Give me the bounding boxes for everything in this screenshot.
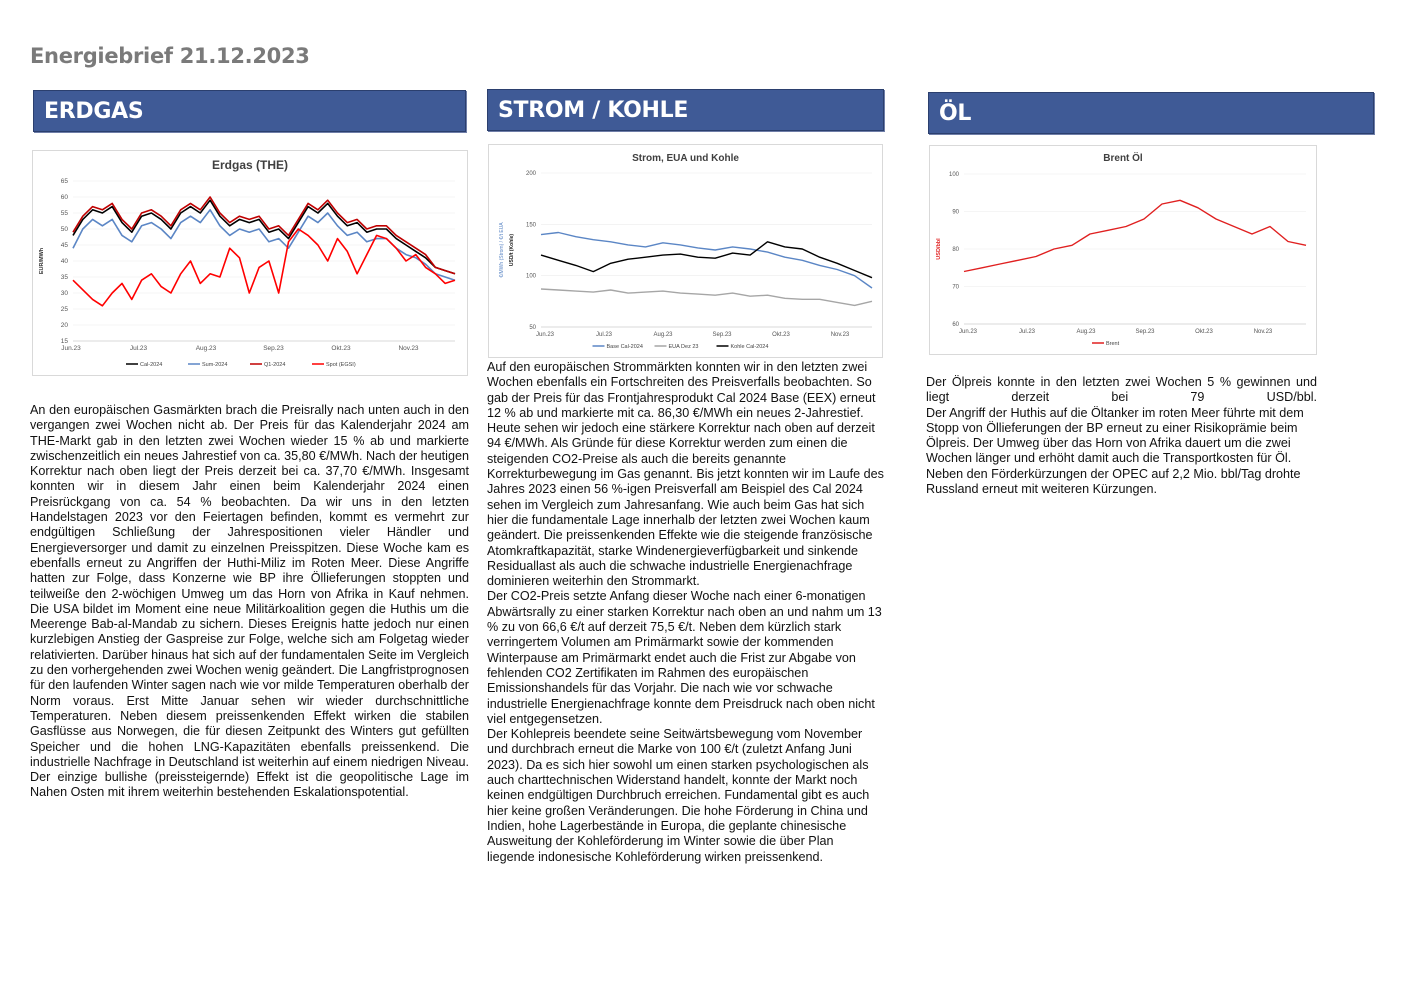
power-text (487, 360, 884, 865)
series-line-1 (541, 289, 872, 305)
y-tick-label: 70 (952, 284, 959, 291)
legend-label: Base Cal-2024 (606, 344, 643, 350)
oil-paragraph-huthi: Der Angriff der Huthis auf die Öltanker im roten Meer führte mit dem Stopp von Öllieferungen der BP erneut zu einer Risikoprämie beim Ölpreis. Der Umweg über das Horn von Afrika dauert um die zwei Wochen länger und erhöht damit auch die Transportkosten für Öl. Neben den Förderkürzungen der OPEC auf 2,2 Mio. bbl/Tag drohte Russland erneut mit weiteren Kürzungen. (926, 405, 1304, 497)
y-tick-label: 55 (60, 210, 68, 217)
x-tick-label: Jul.23 (1018, 329, 1036, 335)
x-tick-label: Jul.23 (595, 332, 613, 338)
x-tick-label: Aug.23 (1076, 329, 1096, 335)
section-heading-oil: ÖL (928, 92, 1374, 134)
x-tick-label: Okt.23 (772, 332, 790, 338)
legend-label: Brent (1106, 341, 1120, 347)
gas-paragraph: An den europäischen Gasmärkten brach die Preisrally nach unten auch in den vergangen zwei Wochen nicht ab. Der Preis für das Kalenderjahr 2024 am THE-Markt gab in den letzten zwei Wochen wieder 15 % ab und markierte zwischenzeitlich ein neues Jahrestief von ca. 35,80 €/MWh. Nach der heutigen Korrektur nach oben liegt der Preis derzeit bei ca. 37,70 €/MWh. Insgesamt konnten wir in diesem Jahr einen beim Kalenderjahr 2024 einen Preisrückgang von ca. 54 % beobachten. Da wir uns in den letzten Handelstagen 2023 vor den Feiertagen befinden, kommt es vermehrt zur endgültigen Schließung der Jahrespositionen vieler Händler und Energieversorger und damit zu einzelnen Preisspitzen. Diese Woche kam es ebenfalls erneut zu Angriffen der Huthi-Miliz im Roten Meer. Diese Angriffe hatten zur Folge, dass Konzerne wie BP ihre Öllieferungen stoppten und teilweiße den 2-wöchigen Umweg um das Horn von Afrika in Kauf nehmen. Die USA bildet im Moment eine neue Militärkoalition gegen die Huthis um die Meerenge Bab-al-Mandab zu sichern. Dieses Ereignis hatte jedoch nur einen kurzlebigen Anstieg der Gaspreise zur Folge, welche sich am Folgetag wieder relativierten. Darüber hinaus hat sich auf der fundamentalen Seite im Vergleich zu den vorhergehenden zwei Wochen wenig geändert. Die Langfristprognosen für den laufenden Winter sagen nach wie vor milde Temperaturen oberhalb der Norm voraus. Erst Mitte Januar sehen wir wieder durchschnittliche Temperaturen. Neben diesem preissenkenden Effekt wirken die stabilen Gasflüsse aus Norwegen, die für diesen Zeitpunkt des Winters gut gefüllten Speicher und die hohen LNG-Kapazitäten ebenfalls preissenkend. Die industrielle Nachfrage in Deutschland ist weiterhin auf einem niedrigen Niveau. Der einzige bullishe (preissteigernde) Effekt ist die geopolitische Lage im Nahen Osten mit ihrem weiterhin bestehenden Eskalationspotential. (30, 403, 469, 800)
y-tick-label: 50 (60, 226, 68, 233)
gas-chart-svg (33, 151, 467, 375)
power-paragraph-coal: Der Kohlepreis beendete seine Seitwärtsbewegung vom November und durchbrach erneut die Marke von 100 €/t (zuletzt Anfang Juni 2023). Da es sich hier sowohl um einen starken psychologischen als auch charttechnischen Widerstand handelt, konnte der Markt noch keinen endgültigen Durchbruch erreichen. Fundamental gibt es auch hier keine großen Veränderungen. Die hohe Förderung in China und Indien, hohe Lagerbestände in Europa, die geplante chinesische Ausweitung der Kohleförderung im Winter sowie die über Plan liegende indonesische Kohleförderung wirken preissenkend. (487, 727, 870, 864)
y-tick-label: 35 (60, 274, 68, 281)
y-tick-label: 30 (60, 290, 68, 297)
x-tick-label: Jun.23 (61, 345, 81, 352)
y-axis-label: EUR/MWh (39, 247, 45, 275)
y-tick-label: 100 (948, 172, 959, 178)
y-tick-label: 90 (952, 209, 959, 216)
oil-paragraph-price: Der Ölpreis konnte in den letzten zwei Wochen 5 % gewinnen und liegt derzeit bei 79 USD/bbl. (926, 375, 1317, 405)
y-tick-label: 50 (529, 325, 536, 331)
chart-title: Erdgas (THE) (211, 158, 289, 172)
y-tick-label: 60 (60, 194, 68, 201)
x-tick-label: Okt.23 (1195, 329, 1213, 335)
y-axis-label-left: €/MWh (Strom) / €/t EUA (499, 222, 505, 278)
document-title: Energiebrief 21.12.2023 (30, 44, 310, 68)
x-tick-label: Nov.23 (398, 345, 419, 352)
series-line-0 (541, 233, 872, 289)
y-tick-label: 200 (525, 171, 536, 177)
power-paragraph-market: Auf den europäischen Strommärkten konnten wir in den letzten zwei Wochen ebenfalls ein Fortschreiten des Preisverfalls beobachten. So gab der Preis für das Frontjahresprodukt Cal 2024 Base (EEX) erneut 12 % ab und markierte mit ca. 86,30 €/MWh ein neues 2-Jahrestief. Heute sehen wir jedoch eine stärkere Korrektur nach oben auf derzeit 94 €/MWh. Als Gründe für diese Korrektur werden zum einen die steigenden CO2-Preise als auch die bereits genannte Korrekturbewegung im Gas genannt. Bis jetzt konnten wir im Laufe des Jahres 2023 einen 56 %-igen Preisverfall am Beispiel des Cal 2024 sehen im Vergleich zum Jahresanfang. Wie auch beim Gas hat sich hier die fundamentale Lage innerhalb der letzten zwei Wochen kaum geändert. Die preissenkenden Effekte wie die steigende französische Atomkraftkapazität, starke Windenergieverfügbarkeit und sinkende Residuallast als auch die schwache industrielle Energienachfrage dominieren weiterhin den Strommarkt. (487, 360, 884, 589)
gas-text (30, 403, 469, 801)
section-heading-power: STROM / KOHLE (487, 89, 884, 131)
series-line-0 (964, 200, 1306, 271)
y-axis-label: USD/bbl (936, 238, 942, 260)
y-tick-label: 15 (60, 338, 68, 345)
y-tick-label: 40 (60, 258, 68, 265)
x-tick-label: Jun.23 (535, 332, 555, 338)
legend-label: Kohle Cal-2024 (730, 344, 769, 350)
power-paragraph-co2: Der CO2-Preis setzte Anfang dieser Woche nach einer 6-monatigen Abwärtsrally zu einer starken Korrektur nach oben an und nahm um 13 % zu von 66,6 €/t auf derzeit 75,5 €/t. Neben dem kürzlich stark verringertem Volumen am Primärmarkt sowie der kommenden Winterpause am Primärmarkt endet auch die Frist zur Abgabe von fehlenden CO2 Zertifikaten im Rahmen des europäischen Emissionshandels für das Vorjahr. Die nach wie vor schwache industrielle Energienachfrage konnte dem Preisdruck nach oben nicht viel entgegensetzen. (487, 589, 882, 726)
y-axis-label-right: USD/t (Kohle) (509, 233, 515, 267)
x-tick-label: Sep.23 (712, 332, 732, 338)
y-tick-label: 80 (952, 247, 959, 253)
y-tick-label: 100 (525, 273, 536, 280)
x-tick-label: Sep.23 (1135, 329, 1155, 335)
oil-chart-svg (930, 146, 1316, 354)
x-tick-label: Jun.23 (958, 329, 978, 335)
legend-label: Sum-2024 (202, 362, 228, 368)
chart-title: Strom, EUA und Kohle (632, 153, 739, 164)
x-tick-label: Jul.23 (129, 345, 148, 352)
x-tick-label: Nov.23 (830, 332, 850, 338)
y-tick-label: 45 (60, 242, 68, 249)
x-tick-label: Aug.23 (653, 332, 673, 338)
y-tick-label: 25 (60, 306, 68, 313)
legend-label: EUA Dez 23 (668, 344, 699, 350)
series-line-2 (541, 242, 872, 278)
x-tick-label: Okt.23 (331, 345, 351, 352)
y-tick-label: 60 (952, 322, 959, 328)
x-tick-label: Aug.23 (195, 345, 217, 352)
oil-text (926, 375, 1317, 497)
section-heading-gas: ERDGAS (33, 90, 466, 132)
legend-label: Q1-2024 (264, 362, 286, 368)
y-tick-label: 65 (60, 178, 68, 185)
y-tick-label: 20 (60, 322, 68, 329)
power-chart-svg (489, 145, 882, 357)
chart-title: Brent Öl (1103, 153, 1143, 164)
legend-label: Spot (EGSI) (326, 362, 356, 368)
x-tick-label: Nov.23 (1253, 329, 1273, 335)
oil-chart (929, 145, 1317, 355)
legend-label: Cal-2024 (140, 362, 163, 368)
power-chart (488, 144, 883, 358)
gas-chart (32, 150, 468, 376)
x-tick-label: Sep.23 (263, 345, 284, 352)
y-tick-label: 150 (525, 222, 536, 229)
